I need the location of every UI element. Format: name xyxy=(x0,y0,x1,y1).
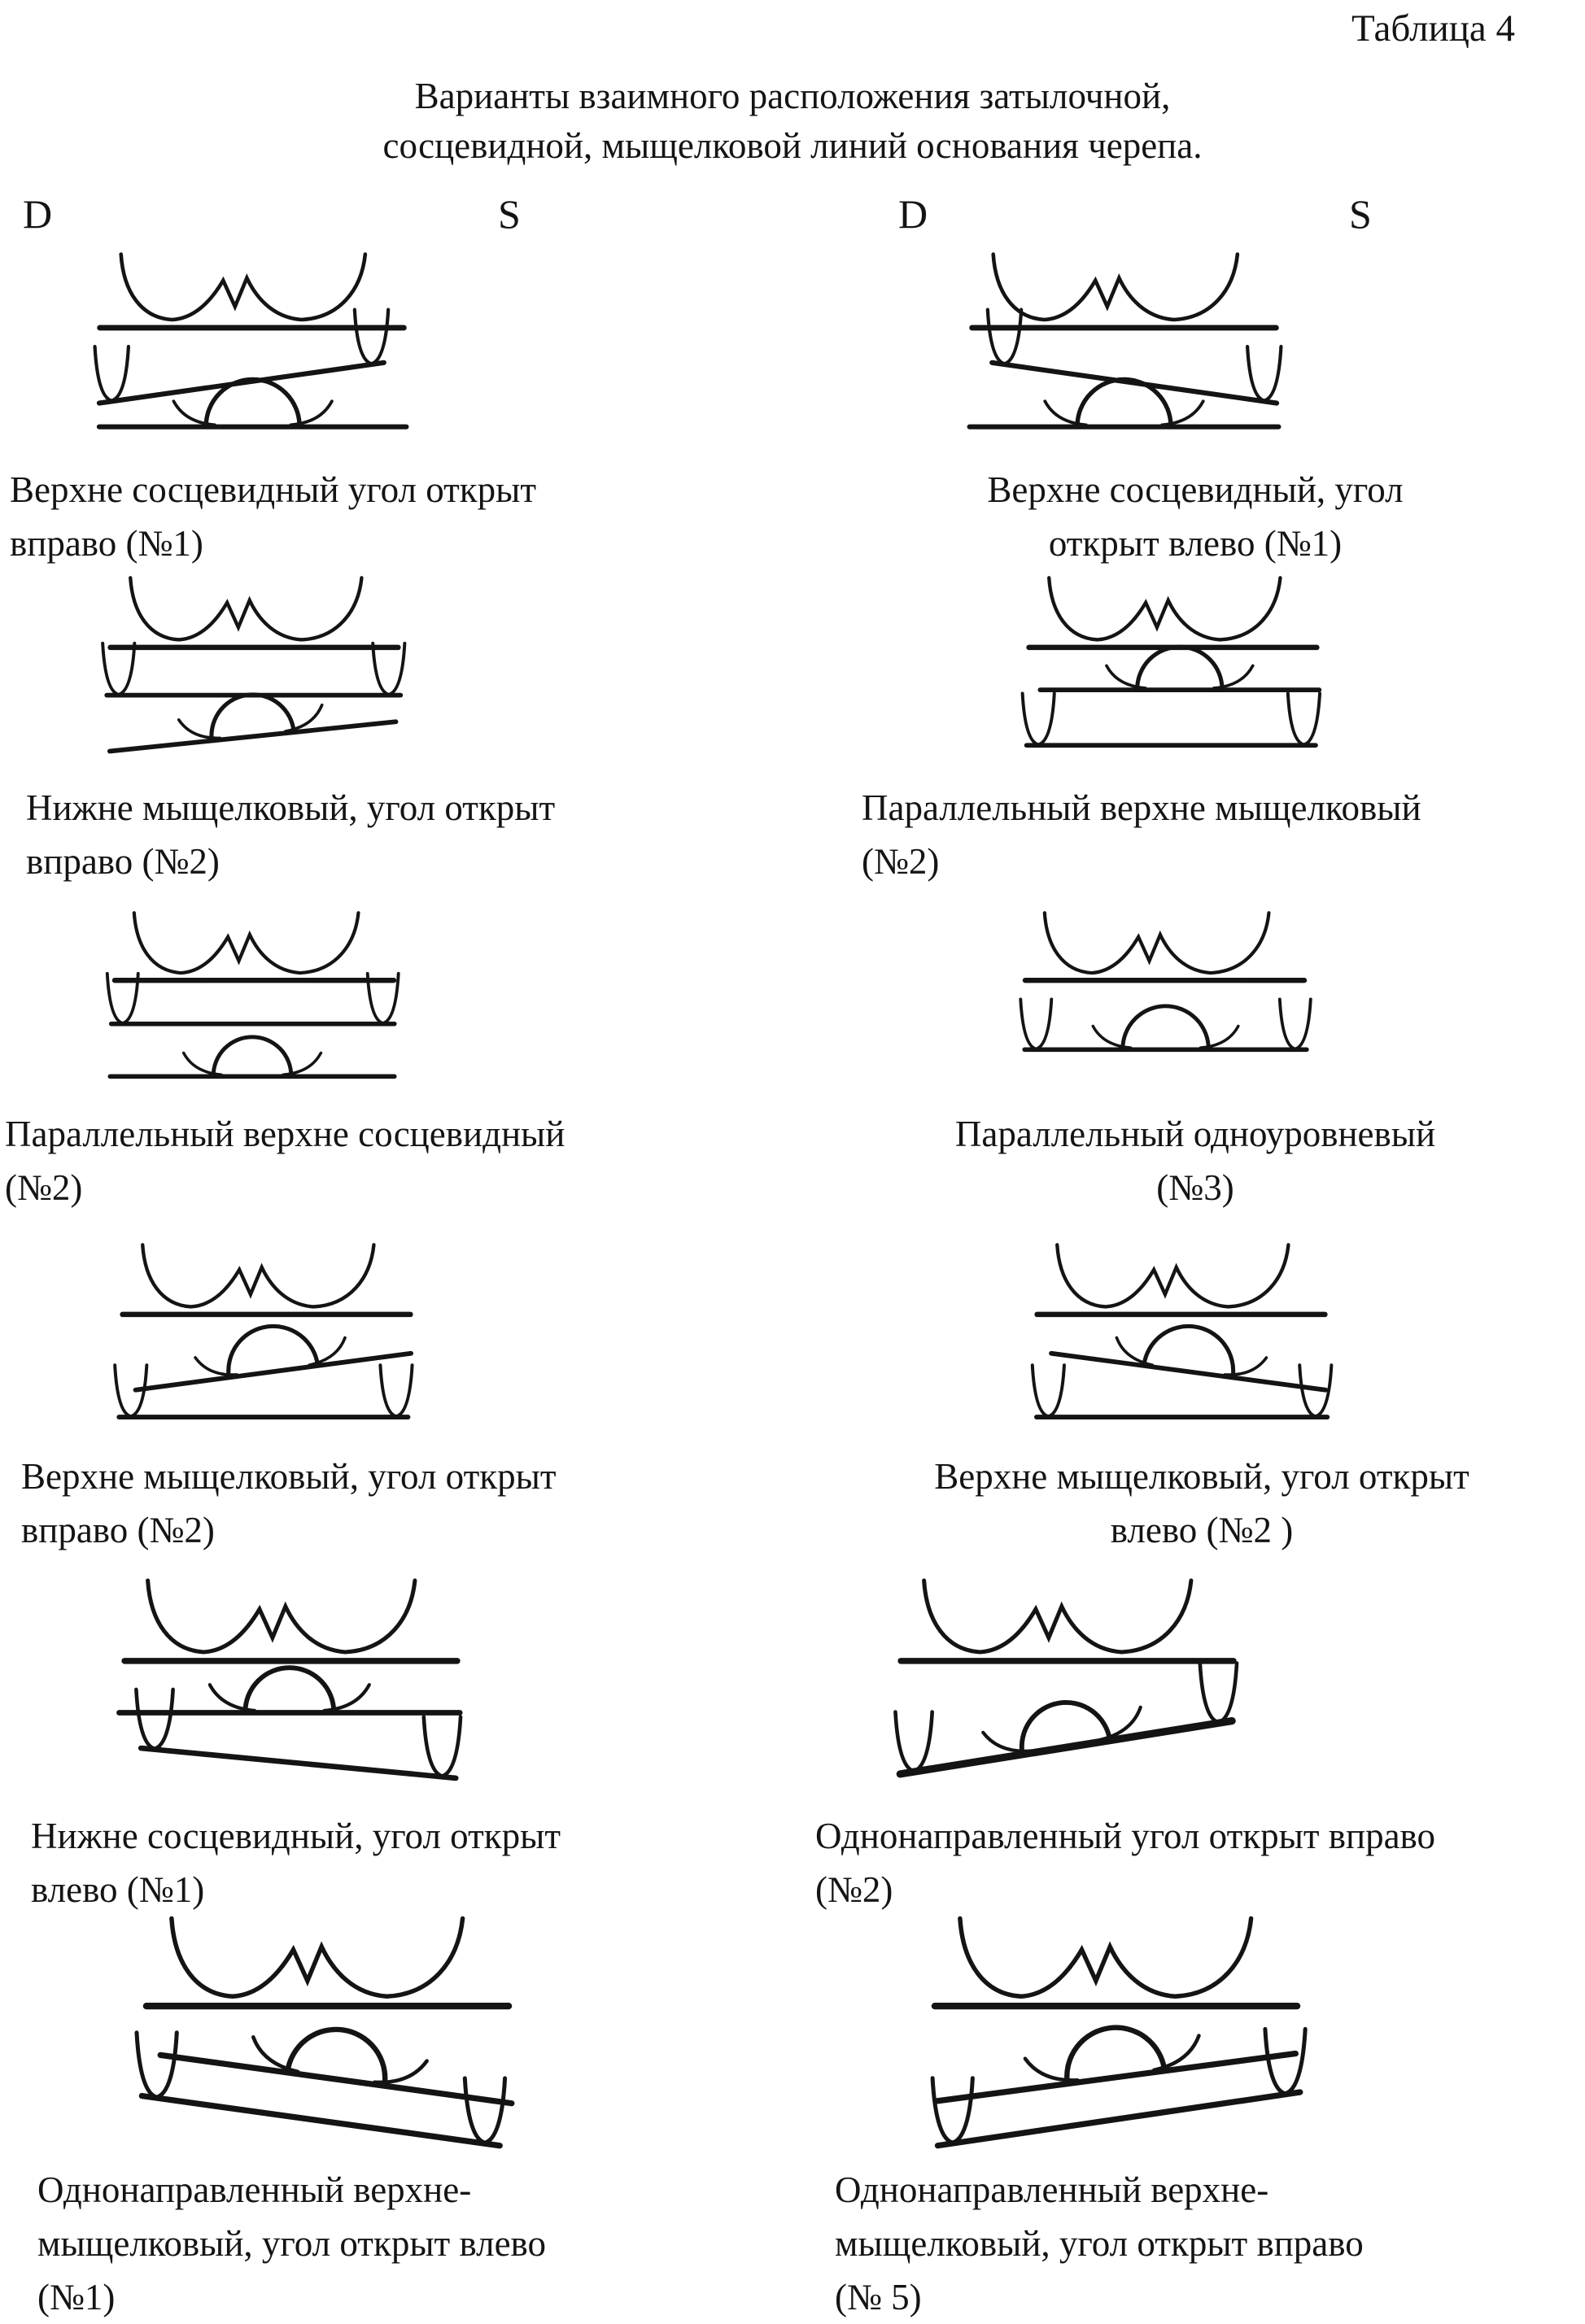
caption-r4-line1: Верхне мыщелковый, угол открыт xyxy=(934,1456,1469,1497)
diagram-r6 xyxy=(906,1914,1325,2152)
occipital-line-glyph xyxy=(115,913,394,980)
variant-cell-r1 xyxy=(792,251,1585,574)
caption-r4 xyxy=(864,1450,1539,1557)
table-label: Таблица 4 xyxy=(1351,7,1515,50)
diagram-l5 xyxy=(81,1576,500,1794)
caption-l3-line2: (№2) xyxy=(5,1167,83,1208)
diagram-l2 xyxy=(45,574,464,763)
caption-l2-line1: Нижне мыщелковый, угол открыт xyxy=(26,787,556,828)
mastoid-line-glyph xyxy=(103,643,404,695)
mastoid-line-glyph xyxy=(137,2033,505,2146)
mastoid-line-glyph xyxy=(932,2029,1305,2145)
variant-cell-l4 xyxy=(0,1241,792,1576)
occipital-line-glyph xyxy=(1029,578,1317,647)
page-title-line1: Варианты взаимного расположения затылочной, xyxy=(414,76,1171,116)
diagram-l1 xyxy=(42,251,461,450)
occipital-line-glyph xyxy=(100,255,404,328)
caption-r6-line2: мыщелковый, угол открыт вправо xyxy=(835,2223,1364,2264)
caption-l4 xyxy=(21,1450,792,1557)
occipital-line-glyph xyxy=(111,578,399,647)
column-label-right-d: D xyxy=(898,191,928,237)
mastoid-line-glyph xyxy=(988,310,1282,403)
diagram-r5 xyxy=(858,1576,1277,1794)
caption-r1-line2: открыт влево (№1) xyxy=(1048,523,1343,564)
condylar-line-glyph xyxy=(160,2018,512,2104)
caption-l5 xyxy=(31,1809,792,1916)
caption-r2-line2: (№2) xyxy=(862,841,940,882)
variant-cell-l6 xyxy=(0,1914,792,2317)
column-label-left-d: D xyxy=(23,191,53,237)
caption-r3-line2: (№3) xyxy=(1156,1167,1234,1208)
variant-grid xyxy=(0,251,1585,2317)
caption-l2 xyxy=(26,781,792,888)
caption-r3-line1: Параллельный одноуровневый xyxy=(954,1114,1436,1154)
page-title xyxy=(0,0,1585,171)
caption-l1-line1: Верхне сосцевидный угол открыт xyxy=(10,469,537,510)
condylar-line-glyph xyxy=(99,379,406,426)
diagram-r3 xyxy=(955,909,1374,1092)
diagram-r1 xyxy=(915,251,1334,450)
variant-cell-r2 xyxy=(792,574,1585,909)
caption-l6-line3: (№1) xyxy=(37,2277,116,2317)
occipital-line-glyph xyxy=(1037,1245,1325,1315)
mastoid-line-glyph xyxy=(1023,693,1320,745)
occipital-line-glyph xyxy=(935,1918,1297,2006)
column-label-left-s: S xyxy=(498,191,521,237)
caption-r6 xyxy=(835,2163,1585,2324)
caption-l4-line2: вправо (№2) xyxy=(21,1510,215,1550)
diagram-l6 xyxy=(118,1914,537,2152)
caption-l3 xyxy=(5,1107,792,1214)
diagram-r4 xyxy=(972,1241,1391,1430)
caption-l3-line1: Параллельный верхне сосцевидный xyxy=(5,1114,565,1154)
caption-l4-line1: Верхне мыщелковый, угол открыт xyxy=(21,1456,557,1497)
caption-r3 xyxy=(870,1107,1521,1214)
condylar-line-glyph xyxy=(136,1317,412,1390)
condylar-line-glyph xyxy=(1051,1317,1325,1390)
caption-l2-line2: вправо (№2) xyxy=(26,841,220,882)
caption-r1-line1: Верхне сосцевидный, угол xyxy=(987,469,1404,510)
occipital-line-glyph xyxy=(123,1245,411,1315)
caption-l6-line2: мыщелковый, угол открыт влево xyxy=(37,2223,546,2264)
variant-cell-r6 xyxy=(792,1914,1585,2317)
occipital-line-glyph xyxy=(901,1581,1234,1661)
caption-r6-line1: Однонаправленный верхне- xyxy=(835,2169,1269,2210)
caption-l6-line1: Однонаправленный верхне- xyxy=(37,2169,472,2210)
variant-cell-l1 xyxy=(0,251,792,574)
diagram-l3 xyxy=(45,909,464,1092)
diagram-l4 xyxy=(57,1241,476,1430)
caption-l6 xyxy=(37,2163,792,2324)
caption-r5-line2: (№2) xyxy=(815,1869,893,1910)
variant-cell-l5 xyxy=(0,1576,792,1914)
occipital-line-glyph xyxy=(972,255,1277,328)
page-title-line2: сосцевидной, мыщелковой линий основания черепа. xyxy=(382,125,1203,167)
caption-r6-line3: (№ 5) xyxy=(835,2277,922,2317)
occipital-line-glyph xyxy=(124,1581,457,1661)
caption-r4-line2: влево (№2 ) xyxy=(1110,1510,1294,1550)
column-headers xyxy=(0,190,1585,251)
page-header xyxy=(0,0,1585,251)
occipital-line-glyph xyxy=(146,1918,509,2006)
condylar-line-glyph xyxy=(937,2017,1296,2101)
mastoid-line-glyph xyxy=(136,1690,461,1778)
caption-l1-line2: вправо (№1) xyxy=(10,523,203,564)
variant-cell-l3 xyxy=(0,909,792,1241)
diagram-r2 xyxy=(963,574,1382,763)
condylar-line-glyph xyxy=(970,379,1279,426)
caption-l1 xyxy=(10,463,792,570)
mastoid-condylar-combined-glyph xyxy=(1020,999,1310,1049)
variant-cell-r3 xyxy=(792,909,1585,1241)
condylar-line-glyph xyxy=(1040,647,1319,690)
variant-cell-l2 xyxy=(0,574,792,909)
caption-r2-line1: Параллельный верхне мыщелковый xyxy=(862,787,1421,828)
occipital-line-glyph xyxy=(1025,913,1304,980)
caption-r5 xyxy=(815,1809,1585,1916)
mastoid-line-glyph xyxy=(95,310,389,403)
caption-l5-line1: Нижне сосцевидный, угол открыт xyxy=(31,1816,561,1856)
condylar-line-glyph xyxy=(110,1037,394,1077)
variant-cell-r5 xyxy=(792,1576,1585,1914)
column-label-right-s: S xyxy=(1349,191,1372,237)
caption-r1 xyxy=(870,463,1521,570)
caption-l5-line2: влево (№1) xyxy=(31,1869,205,1910)
mastoid-condylar-combined-glyph xyxy=(895,1663,1237,1774)
caption-r2 xyxy=(862,781,1585,888)
variant-cell-r4 xyxy=(792,1241,1585,1576)
caption-r5-line1: Однонаправленный угол открыт вправо xyxy=(815,1816,1435,1856)
